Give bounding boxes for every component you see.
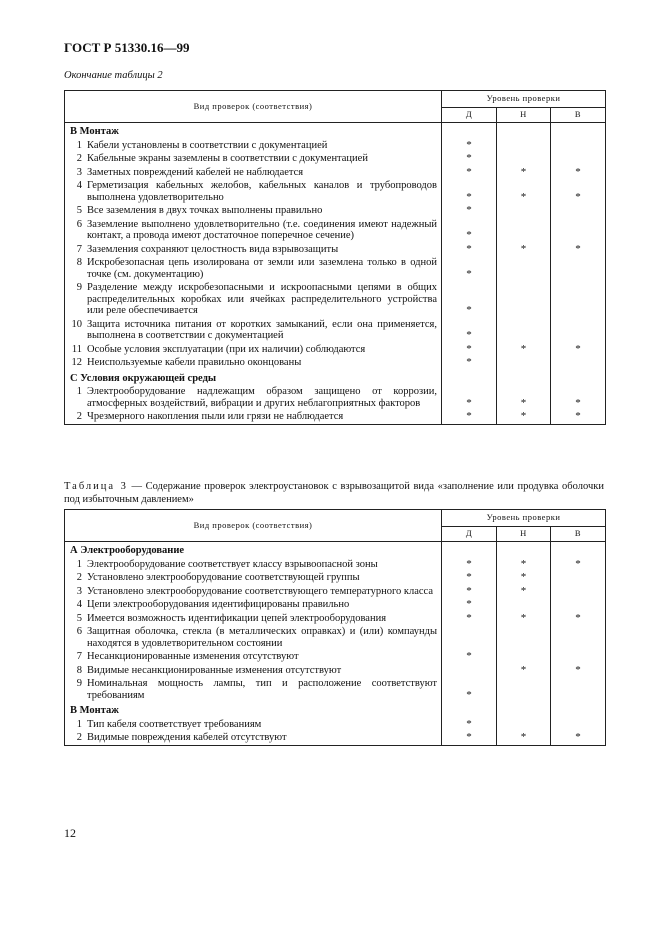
item-number: 7 xyxy=(76,243,82,255)
table-row xyxy=(65,152,606,166)
level-v-mark: * xyxy=(551,385,606,410)
level-d-header: Д xyxy=(442,527,497,542)
item-text: Заметных повреждений кабелей не наблюдается xyxy=(87,166,304,178)
level-v-header: В xyxy=(551,527,606,542)
item-text: Защита источника питания от коротких замыканий, если она применяется, выполнена в соответствии с документацией xyxy=(87,318,437,341)
level-d-mark: * xyxy=(442,650,497,664)
item-number: 1 xyxy=(76,558,82,570)
level-n-mark xyxy=(497,281,551,318)
level-d-mark: * xyxy=(442,139,497,153)
level-v-mark: * xyxy=(551,179,606,204)
level-v-mark xyxy=(551,571,606,585)
level-v-mark: * xyxy=(551,243,606,257)
table-row xyxy=(65,731,606,745)
level-d-mark: * xyxy=(442,585,497,599)
item-text: Разделение между искробезопасными и искроопасными цепями в общих распределительных коробках или ячейках распределительного устройства или реле обеспечивается xyxy=(87,282,437,316)
level-d-mark: * xyxy=(442,598,497,612)
level-v-mark xyxy=(551,677,606,702)
table3-caption-text: — Содержание проверок электроустановок с взрывозащитой вида «заполнение или продувка оболочки под избыточным давлением» xyxy=(64,481,604,505)
table3-caption-label: Таблица 3 xyxy=(64,481,128,492)
level-d-mark: * xyxy=(442,677,497,702)
level-n-mark xyxy=(497,139,551,153)
level-d-mark: * xyxy=(442,385,497,410)
item-number: 1 xyxy=(76,139,82,151)
item-number: 11 xyxy=(71,343,82,355)
table2-body xyxy=(65,123,606,425)
level-d-mark: * xyxy=(442,356,497,370)
item-text: Заземление выполнено удовлетворительно (т.е. соединения имеют надежный контакт, а провода имеют достаточное поперечное сечение) xyxy=(87,218,437,241)
item-text: Электрооборудование надлежащим образом защищено от коррозии, атмосферных воздействий, вибрации и других неблагоприятных факторов xyxy=(87,386,437,409)
level-n-mark xyxy=(497,356,551,370)
level-v-mark xyxy=(551,218,606,243)
table-row xyxy=(65,718,606,732)
item-number: 2 xyxy=(76,411,82,422)
level-v-mark: * xyxy=(551,166,606,180)
table-row xyxy=(65,139,606,153)
table-row xyxy=(65,625,606,650)
table-row xyxy=(65,598,606,612)
item-number: 7 xyxy=(76,651,82,662)
section-title: С Условия окружающей среды xyxy=(65,370,442,386)
column-header-check-level: Уровень проверки xyxy=(442,510,606,527)
level-v-mark xyxy=(551,625,606,650)
column-header-check-type: Вид проверок (соответствия) xyxy=(65,510,442,542)
level-d-mark: * xyxy=(442,243,497,257)
level-n-mark xyxy=(497,625,551,650)
item-number: 8 xyxy=(76,664,82,676)
page-number: 12 xyxy=(64,826,76,840)
item-number: 6 xyxy=(76,626,82,637)
level-v-mark xyxy=(551,281,606,318)
item-text: Герметизация кабельных желобов, кабельных каналов и трубопроводов выполнена удовлетворительно xyxy=(87,180,437,203)
item-text: Неиспользуемые кабели правильно оконцованы xyxy=(87,357,302,368)
level-v-mark xyxy=(551,152,606,166)
level-d-mark: * xyxy=(442,612,497,626)
item-number: 5 xyxy=(76,612,82,624)
item-text: Видимые несанкционированные изменения отсутствуют xyxy=(87,664,342,676)
level-v-mark: * xyxy=(551,612,606,626)
level-d-mark: * xyxy=(442,152,497,166)
level-d-header: Д xyxy=(442,108,497,123)
level-n-mark xyxy=(497,318,551,343)
item-number: 5 xyxy=(76,205,82,216)
item-number: 2 xyxy=(76,572,82,583)
table-row xyxy=(65,256,606,281)
item-text: Заземления сохраняют целостность вида взрывозащиты xyxy=(87,243,339,255)
item-text: Электрооборудование соответствует классу взрывоопасной зоны xyxy=(87,558,378,570)
item-text: Видимые повреждения кабелей отсутствуют xyxy=(87,732,287,743)
level-v-mark: * xyxy=(551,343,606,357)
table-row xyxy=(65,410,606,424)
section-row xyxy=(65,123,606,139)
level-n-mark xyxy=(497,256,551,281)
item-number: 6 xyxy=(76,218,82,230)
level-v-mark: * xyxy=(551,731,606,745)
level-d-mark: * xyxy=(442,343,497,357)
level-n-mark: * xyxy=(497,558,551,572)
level-n-mark: * xyxy=(497,664,551,678)
table-row xyxy=(65,571,606,585)
level-n-mark: * xyxy=(497,731,551,745)
level-v-mark xyxy=(551,256,606,281)
level-d-mark: * xyxy=(442,281,497,318)
level-n-mark xyxy=(497,152,551,166)
level-n-mark: * xyxy=(497,343,551,357)
section-title: В Монтаж xyxy=(65,702,442,718)
item-text: Чрезмерного накопления пыли или грязи не наблюдается xyxy=(87,411,344,422)
item-text: Особые условия эксплуатации (при их наличии) соблюдаются xyxy=(87,343,366,355)
item-number: 9 xyxy=(76,678,82,689)
table3-caption xyxy=(64,480,604,506)
section-title: А Электрооборудование xyxy=(65,542,442,558)
item-text: Имеется возможность идентификации цепей электрооборудования xyxy=(87,612,387,624)
level-d-mark xyxy=(442,625,497,650)
table-row xyxy=(65,612,606,626)
level-n-mark xyxy=(497,218,551,243)
level-n-mark xyxy=(497,718,551,732)
item-number: 2 xyxy=(76,153,82,164)
level-n-mark: * xyxy=(497,410,551,424)
column-header-check-type: Вид проверок (соответствия) xyxy=(65,91,442,123)
item-text: Искробезопасная цепь изолирована от земли или заземлена только в одной точке (см. документацию) xyxy=(87,257,437,280)
table3-body xyxy=(65,542,606,746)
item-number: 10 xyxy=(71,318,82,330)
level-v-mark: * xyxy=(551,664,606,678)
table-row xyxy=(65,650,606,664)
level-n-mark: * xyxy=(497,166,551,180)
table-row xyxy=(65,281,606,318)
level-n-mark xyxy=(497,650,551,664)
item-text: Тип кабеля соответствует требованиям xyxy=(87,718,262,730)
item-text: Цепи электрооборудования идентифицированы правильно xyxy=(87,599,350,610)
item-text: Кабельные экраны заземлены в соответствии с документацией xyxy=(87,153,368,164)
level-d-mark: * xyxy=(442,204,497,218)
level-n-mark xyxy=(497,598,551,612)
level-d-mark: * xyxy=(442,179,497,204)
level-d-mark: * xyxy=(442,256,497,281)
item-text: Все заземления в двух точках выполнены правильно xyxy=(87,205,323,216)
level-d-mark: * xyxy=(442,558,497,572)
level-d-mark: * xyxy=(442,410,497,424)
section-title: В Монтаж xyxy=(65,123,442,139)
level-n-mark: * xyxy=(497,243,551,257)
level-n-mark: * xyxy=(497,571,551,585)
table-row xyxy=(65,218,606,243)
section-row xyxy=(65,542,606,558)
table-row xyxy=(65,243,606,257)
level-v-mark xyxy=(551,718,606,732)
level-d-mark: * xyxy=(442,571,497,585)
level-n-header: Н xyxy=(497,527,551,542)
table-row xyxy=(65,204,606,218)
level-v-mark xyxy=(551,139,606,153)
item-number: 3 xyxy=(76,166,82,178)
column-header-check-level: Уровень проверки xyxy=(442,91,606,108)
level-d-mark: * xyxy=(442,218,497,243)
level-v-mark xyxy=(551,356,606,370)
item-text: Номинальная мощность лампы, тип и расположение соответствуют требованиям xyxy=(87,678,437,701)
item-number: 9 xyxy=(76,282,82,293)
table-3 xyxy=(64,509,606,746)
item-number: 4 xyxy=(76,180,82,191)
level-v-mark: * xyxy=(551,410,606,424)
item-text: Несанкционированные изменения отсутствуют xyxy=(87,651,299,662)
table-2 xyxy=(64,90,606,425)
level-n-mark: * xyxy=(497,179,551,204)
item-text: Установлено электрооборудование соответствующего температурного класса xyxy=(87,585,433,597)
item-text: Кабели установлены в соответствии с документацией xyxy=(87,139,328,151)
level-n-header: Н xyxy=(497,108,551,123)
item-number: 3 xyxy=(76,585,82,597)
level-n-mark xyxy=(497,677,551,702)
level-d-mark: * xyxy=(442,731,497,745)
table-row xyxy=(65,585,606,599)
table-row xyxy=(65,179,606,204)
table-row xyxy=(65,343,606,357)
level-v-mark: * xyxy=(551,558,606,572)
item-number: 12 xyxy=(71,357,82,368)
table-row xyxy=(65,558,606,572)
section-row xyxy=(65,702,606,718)
document-title: ГОСТ Р 51330.16—99 xyxy=(64,40,190,55)
table-row xyxy=(65,318,606,343)
section-row xyxy=(65,370,606,386)
level-d-mark xyxy=(442,664,497,678)
level-d-mark: * xyxy=(442,166,497,180)
level-n-mark xyxy=(497,204,551,218)
item-number: 4 xyxy=(76,599,82,610)
level-d-mark: * xyxy=(442,718,497,732)
table2-caption: Окончание таблицы 2 xyxy=(64,70,163,81)
item-text: Установлено электрооборудование соответствующей группы xyxy=(87,572,360,583)
level-n-mark: * xyxy=(497,612,551,626)
level-v-mark xyxy=(551,318,606,343)
level-n-mark: * xyxy=(497,385,551,410)
level-n-mark: * xyxy=(497,585,551,599)
table-row xyxy=(65,166,606,180)
level-d-mark: * xyxy=(442,318,497,343)
item-number: 1 xyxy=(76,718,82,730)
level-v-mark xyxy=(551,585,606,599)
item-number: 2 xyxy=(76,732,82,743)
level-v-mark xyxy=(551,204,606,218)
item-text: Защитная оболочка, стекла (в металлических оправках) и (или) компаунды находятся в удовлетворительном состоянии xyxy=(87,626,437,649)
table-row xyxy=(65,385,606,410)
level-v-header: В xyxy=(551,108,606,123)
level-v-mark xyxy=(551,650,606,664)
table-row xyxy=(65,664,606,678)
item-number: 1 xyxy=(76,386,82,397)
level-v-mark xyxy=(551,598,606,612)
table-row xyxy=(65,677,606,702)
item-number: 8 xyxy=(76,257,82,268)
table-row xyxy=(65,356,606,370)
